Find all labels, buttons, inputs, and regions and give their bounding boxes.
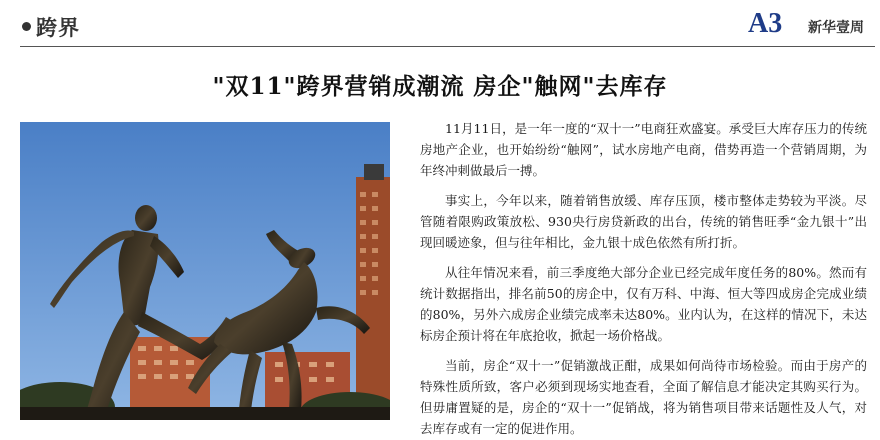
article-paragraph: 从往年情况来看，前三季度绝大部分企业已经完成年度任务的80%。然而有统计数据指出，排名前50的房企中，仅有万科、中海、恒大等四成房企完成业绩的80%，另外六成房企业绩完成率未达80%。业内认为，在这样的情况下，未达标房企预计将在年底抢收，掀起一场价格战。 — [420, 265, 867, 343]
page-number: A3 — [748, 8, 783, 39]
article-paragraph: 当前，房企“双十一”促销激战正酣，成果如何尚待市场检验。而由于房产的特殊性质所致，客户必须到现场实地查看，全面了解信息才能决定其购买行为。但毋庸置疑的是，房企的“双十一”促销战，将为销售项目带来话题性及人气，对去库存或有一定的促进作用。 — [420, 358, 867, 436]
building-right — [356, 164, 390, 420]
publication-name: 新华壹周 — [808, 20, 864, 36]
article-paragraph: 事实上，今年以来，随着销售放缓、库存压顶，楼市整体走势较为平淡。尽管随着限购政策放松、930央行房贷新政的出台，传统的销售旺季“金九银十”出现回暖迹象，但与往年相比，金九银十成色依然有所打折。 — [420, 193, 867, 250]
header-divider — [20, 46, 875, 47]
article-body — [420, 118, 867, 440]
page-header — [0, 0, 880, 48]
article-photo — [20, 122, 390, 420]
section-bullet-icon — [22, 22, 31, 31]
article-title: "双11"跨界营销成潮流 房企"触网"去库存 — [212, 73, 668, 100]
article-paragraph: 11月11日，是一年一度的“双十一”电商狂欢盛宴。承受巨大库存压力的传统房地产企业，也开始纷纷“触网”，试水房地产电商，借势再造一个营销周期，为年终冲刺做最后一搏。 — [420, 121, 867, 178]
section-label: 跨界 — [36, 15, 80, 40]
